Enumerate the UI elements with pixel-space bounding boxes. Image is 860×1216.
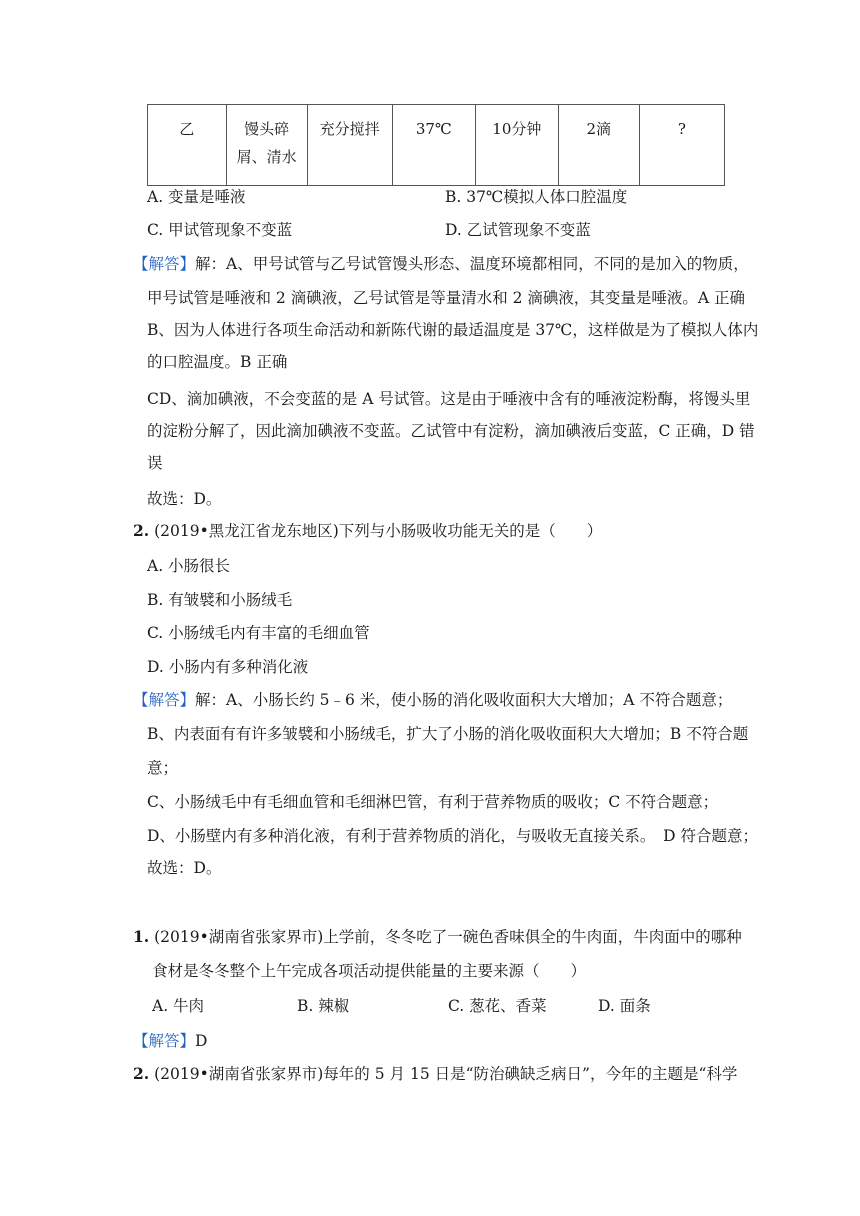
question-stem (133, 521, 602, 541)
option-c: C. 葱花、香菜 (448, 997, 547, 1015)
question-number: 2. (133, 1064, 150, 1083)
answer-line: 故选：D。 (147, 490, 222, 508)
answer-line: CD、滴加碘液，不会变蓝的是 A 号试管。这是由于唾液中含有的唾液淀粉酶，将馒头里 (147, 390, 751, 408)
answer-text: D (195, 1032, 208, 1050)
answer-line: 的淀粉分解了，因此滴加碘液不变蓝。乙试管中有淀粉，滴加碘液后变蓝，C 正确，D 错 (147, 422, 755, 440)
option-d: D. 乙试管现象不变蓝 (445, 221, 591, 239)
option-b: B. 辣椒 (297, 997, 350, 1015)
question-number: 1. (133, 927, 150, 946)
answer-line: 故选：D。 (147, 859, 222, 877)
table-cell: 馒头碎屑、清水 (226, 105, 307, 186)
answer-tag: 【解答】 (133, 255, 196, 273)
answer-line: C、小肠绒毛中有毛细血管和毛细淋巴管，有利于营养物质的吸收；C 不符合题意； (147, 793, 719, 811)
option-a: A. 牛肉 (152, 997, 205, 1015)
question-stem-cont: 食材是冬冬整个上午完成各项活动提供能量的主要来源（ ） (152, 962, 587, 980)
answer-line (133, 1031, 207, 1051)
answer-line: 意； (147, 759, 179, 777)
answer-text: 解：A、小肠长约 5﹣6 米，使小肠的消化吸收面积大大增加；A 不符合题意； (195, 691, 733, 709)
question-stem (133, 1064, 737, 1084)
answer-line: 误 (147, 454, 163, 472)
option-d: D. 面条 (598, 997, 651, 1015)
option-a: A. 小肠很长 (147, 557, 231, 575)
answer-text: 解：A、甲号试管与乙号试管馒头形态、温度环境都相同，不同的是加入的物质， (195, 255, 749, 273)
option-d: D. 小肠内有多种消化液 (147, 658, 309, 676)
question-text: (2019•黑龙江省龙东地区)下列与小肠吸收功能无关的是（ ） (154, 522, 603, 540)
table-row (148, 105, 725, 186)
answer-line: B、因为人体进行各项生命活动和新陈代谢的最适温度是 37℃，这样做是为了模拟人体内 (147, 321, 759, 339)
table-cell: 充分搅拌 (307, 105, 392, 186)
question-text: (2019•湖南省张家界市)每年的 5 月 15 日是“防治碘缺乏病日”，今年的主题是“科学 (154, 1065, 738, 1083)
table-cell: 2滴 (558, 105, 639, 186)
experiment-table (147, 104, 725, 186)
table-cell: 37℃ (392, 105, 475, 186)
option-a: A. 变量是唾液 (147, 188, 246, 206)
answer-tag: 【解答】 (133, 1032, 196, 1050)
option-c: C. 小肠绒毛内有丰富的毛细血管 (147, 624, 370, 642)
question-text: (2019•湖南省张家界市)上学前，冬冬吃了一碗色香味俱全的牛肉面，牛肉面中的哪种 (154, 928, 742, 946)
answer-tag: 【解答】 (133, 691, 196, 709)
table-cell: ? (639, 105, 724, 186)
option-b: B. 有皱襞和小肠绒毛 (147, 591, 293, 609)
option-b: B. 37℃模拟人体口腔温度 (445, 188, 628, 206)
answer-line: 的口腔温度。B 正确 (147, 353, 288, 371)
question-number: 2. (133, 521, 150, 540)
option-c: C. 甲试管现象不变蓝 (147, 221, 293, 239)
answer-line (133, 690, 732, 710)
table-cell: 10分钟 (475, 105, 558, 186)
answer-line: B、内表面有有许多皱襞和小肠绒毛，扩大了小肠的消化吸收面积大大增加；B 不符合题 (147, 725, 749, 743)
answer-line: 甲号试管是唾液和 2 滴碘液，乙号试管是等量清水和 2 滴碘液，其变量是唾液。A 正确 (147, 289, 746, 307)
question-stem (133, 927, 742, 947)
answer-line (133, 254, 749, 274)
answer-line: D、小肠壁内有多种消化液，有利于营养物质的消化，与吸收无直接关系。 D 符合题意； (147, 827, 759, 845)
table-cell: 乙 (148, 105, 227, 186)
